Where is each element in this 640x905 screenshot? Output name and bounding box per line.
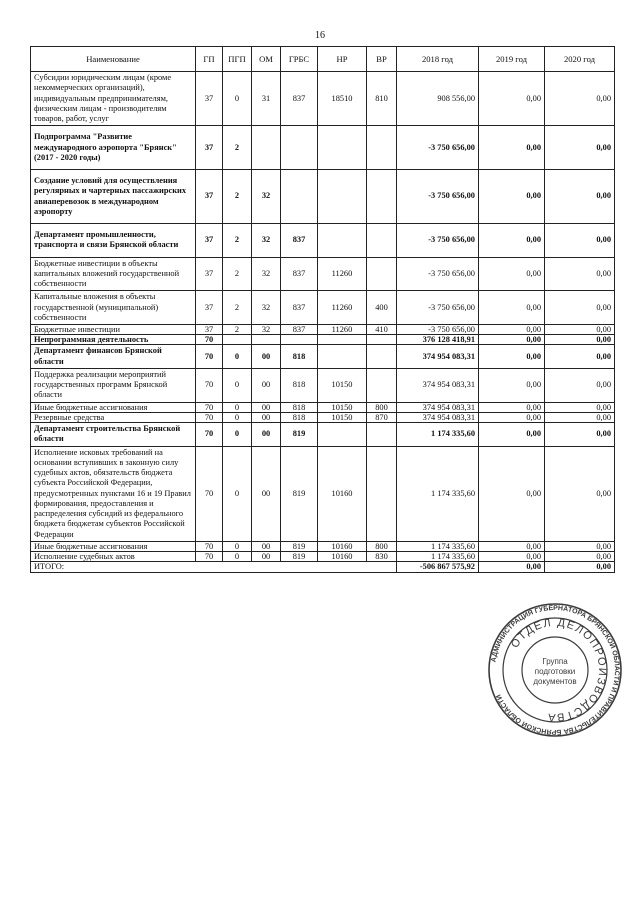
row-grbs-cell: 819 xyxy=(281,446,318,541)
header-gp: ГП xyxy=(196,47,223,72)
row-nr-cell: 10150 xyxy=(318,412,367,422)
row-gp-cell: 37 xyxy=(196,224,223,258)
table-row xyxy=(31,126,615,170)
row-y2019-cell: 0,00 xyxy=(479,291,545,325)
department-stamp xyxy=(487,600,623,740)
row-nr-cell xyxy=(318,345,367,369)
row-y2018-cell: 374 954 083,31 xyxy=(397,368,479,402)
row-nr-cell: 10150 xyxy=(318,368,367,402)
total-row xyxy=(31,562,615,572)
row-om-cell: 32 xyxy=(252,224,281,258)
row-pgp-cell: 0 xyxy=(223,368,252,402)
stamp-center-line3: документов xyxy=(533,677,577,686)
row-name-cell: Департамент промышленности, транспорта и связи Брянской области xyxy=(31,224,196,258)
row-y2018-cell: -3 750 656,00 xyxy=(397,224,479,258)
row-vr-cell xyxy=(367,345,397,369)
row-pgp-cell: 0 xyxy=(223,412,252,422)
row-om-cell: 00 xyxy=(252,423,281,447)
row-name-cell: Иные бюджетные ассигнования xyxy=(31,402,196,412)
row-om-cell: 32 xyxy=(252,170,281,224)
row-gp-cell: 37 xyxy=(196,126,223,170)
row-y2018-cell: -3 750 656,00 xyxy=(397,325,479,335)
row-name-cell: Департамент строительства Брянской области xyxy=(31,423,196,447)
row-grbs-cell: 818 xyxy=(281,402,318,412)
row-vr-cell xyxy=(367,423,397,447)
row-nr-cell xyxy=(318,126,367,170)
row-y2018-cell: 1 174 335,60 xyxy=(397,446,479,541)
row-gp-cell: 37 xyxy=(196,325,223,335)
row-name-cell: Создание условий для осуществления регулярных и чартерных пассажирских авиаперевозок в международном аэропорту xyxy=(31,170,196,224)
table-row xyxy=(31,345,615,369)
row-y2020-cell: 0,00 xyxy=(545,552,615,562)
header-2020: 2020 год xyxy=(545,47,615,72)
table-row xyxy=(31,325,615,335)
row-vr-cell: 410 xyxy=(367,325,397,335)
row-grbs-cell xyxy=(281,335,318,345)
row-y2020-cell: 0,00 xyxy=(545,257,615,291)
row-om-cell: 00 xyxy=(252,368,281,402)
total-2018: -506 867 575,92 xyxy=(397,562,479,572)
row-pgp-cell: 2 xyxy=(223,126,252,170)
row-pgp-cell xyxy=(223,335,252,345)
table-row xyxy=(31,423,615,447)
row-nr-cell xyxy=(318,335,367,345)
row-y2020-cell: 0,00 xyxy=(545,291,615,325)
row-pgp-cell: 0 xyxy=(223,402,252,412)
row-gp-cell: 37 xyxy=(196,291,223,325)
row-gp-cell: 70 xyxy=(196,335,223,345)
row-grbs-cell: 837 xyxy=(281,257,318,291)
row-y2020-cell: 0,00 xyxy=(545,224,615,258)
header-om: ОМ xyxy=(252,47,281,72)
stamp-ring-text: ОТДЕЛ ДЕЛОПРОИЗВОДСТВА xyxy=(508,616,609,724)
table-row xyxy=(31,402,615,412)
header-2019: 2019 год xyxy=(479,47,545,72)
row-om-cell xyxy=(252,335,281,345)
row-grbs-cell: 818 xyxy=(281,345,318,369)
stamp-center-line2: подготовки xyxy=(534,667,576,676)
row-name-cell: Исполнение судебных актов xyxy=(31,552,196,562)
table-row xyxy=(31,368,615,402)
row-y2019-cell: 0,00 xyxy=(479,224,545,258)
row-om-cell: 00 xyxy=(252,412,281,422)
stamp-outer-text: АДМИНИСТРАЦИЯ ГУБЕРНАТОРА БРЯНСКОЙ ОБЛАСТИ И ПРАВИТЕЛЬСТВА БРЯНСКОЙ ОБЛАСТИ xyxy=(490,604,621,736)
row-gp-cell: 70 xyxy=(196,345,223,369)
row-y2019-cell: 0,00 xyxy=(479,446,545,541)
header-name: Наименование xyxy=(31,47,196,72)
row-name-cell: Поддержка реализации мероприятий государственных программ Брянской области xyxy=(31,368,196,402)
table-row xyxy=(31,257,615,291)
row-gp-cell: 37 xyxy=(196,72,223,126)
row-y2018-cell: 1 174 335,60 xyxy=(397,423,479,447)
row-grbs-cell: 819 xyxy=(281,541,318,551)
row-y2018-cell: -3 750 656,00 xyxy=(397,257,479,291)
row-y2020-cell: 0,00 xyxy=(545,325,615,335)
row-name-cell: Непрограммная деятельность xyxy=(31,335,196,345)
header-vr: ВР xyxy=(367,47,397,72)
row-y2019-cell: 0,00 xyxy=(479,335,545,345)
table-row xyxy=(31,335,615,345)
row-name-cell: Бюджетные инвестиции в объекты капитальных вложений государственной собственности xyxy=(31,257,196,291)
row-pgp-cell: 2 xyxy=(223,224,252,258)
row-vr-cell xyxy=(367,126,397,170)
row-pgp-cell: 0 xyxy=(223,552,252,562)
row-gp-cell: 37 xyxy=(196,257,223,291)
row-pgp-cell: 0 xyxy=(223,446,252,541)
total-2020: 0,00 xyxy=(545,562,615,572)
row-gp-cell: 70 xyxy=(196,541,223,551)
row-y2020-cell: 0,00 xyxy=(545,335,615,345)
row-name-cell: Подпрограмма "Развитие международного аэропорта "Брянск" (2017 - 2020 годы) xyxy=(31,126,196,170)
row-y2020-cell: 0,00 xyxy=(545,72,615,126)
row-om-cell xyxy=(252,126,281,170)
row-grbs-cell: 837 xyxy=(281,325,318,335)
table-row xyxy=(31,552,615,562)
row-y2019-cell: 0,00 xyxy=(479,170,545,224)
row-name-cell: Иные бюджетные ассигнования xyxy=(31,541,196,551)
table-header-row xyxy=(31,47,615,72)
row-pgp-cell: 2 xyxy=(223,257,252,291)
row-nr-cell: 11260 xyxy=(318,325,367,335)
row-vr-cell xyxy=(367,257,397,291)
row-vr-cell xyxy=(367,224,397,258)
total-label: ИТОГО: xyxy=(31,562,397,572)
row-y2018-cell: -3 750 656,00 xyxy=(397,291,479,325)
row-name-cell: Департамент финансов Брянской области xyxy=(31,345,196,369)
row-nr-cell: 10160 xyxy=(318,552,367,562)
row-grbs-cell: 837 xyxy=(281,224,318,258)
row-vr-cell: 800 xyxy=(367,402,397,412)
row-y2018-cell: -3 750 656,00 xyxy=(397,126,479,170)
header-nr: НР xyxy=(318,47,367,72)
table-row xyxy=(31,170,615,224)
row-y2020-cell: 0,00 xyxy=(545,126,615,170)
row-vr-cell: 810 xyxy=(367,72,397,126)
row-pgp-cell: 0 xyxy=(223,541,252,551)
row-vr-cell: 830 xyxy=(367,552,397,562)
row-y2018-cell: 374 954 083,31 xyxy=(397,412,479,422)
table-row xyxy=(31,224,615,258)
row-vr-cell: 400 xyxy=(367,291,397,325)
row-nr-cell xyxy=(318,170,367,224)
row-y2019-cell: 0,00 xyxy=(479,412,545,422)
row-name-cell: Субсидии юридическим лицам (кроме некоммерческих организаций), индивидуальным предпринимателям, физическим лицам - производителям товаров, работ, услуг xyxy=(31,72,196,126)
row-y2019-cell: 0,00 xyxy=(479,541,545,551)
row-gp-cell: 70 xyxy=(196,368,223,402)
table-row xyxy=(31,291,615,325)
row-y2018-cell: 374 954 083,31 xyxy=(397,345,479,369)
row-y2019-cell: 0,00 xyxy=(479,72,545,126)
row-nr-cell: 10160 xyxy=(318,446,367,541)
header-grbs: ГРБС xyxy=(281,47,318,72)
row-nr-cell xyxy=(318,423,367,447)
header-2018: 2018 год xyxy=(397,47,479,72)
row-y2018-cell: 908 556,00 xyxy=(397,72,479,126)
row-grbs-cell: 818 xyxy=(281,412,318,422)
row-y2020-cell: 0,00 xyxy=(545,541,615,551)
row-pgp-cell: 0 xyxy=(223,72,252,126)
row-gp-cell: 70 xyxy=(196,423,223,447)
table-row xyxy=(31,72,615,126)
row-vr-cell xyxy=(367,446,397,541)
row-y2019-cell: 0,00 xyxy=(479,345,545,369)
row-y2019-cell: 0,00 xyxy=(479,552,545,562)
header-pgp: ПГП xyxy=(223,47,252,72)
stamp-center-line1: Группа xyxy=(542,657,568,666)
row-pgp-cell: 2 xyxy=(223,170,252,224)
total-2019: 0,00 xyxy=(479,562,545,572)
table-row xyxy=(31,541,615,551)
row-grbs-cell: 818 xyxy=(281,368,318,402)
row-vr-cell xyxy=(367,170,397,224)
row-nr-cell: 11260 xyxy=(318,291,367,325)
row-nr-cell: 11260 xyxy=(318,257,367,291)
row-nr-cell: 10160 xyxy=(318,541,367,551)
row-om-cell: 00 xyxy=(252,552,281,562)
row-y2019-cell: 0,00 xyxy=(479,368,545,402)
row-y2019-cell: 0,00 xyxy=(479,423,545,447)
row-y2020-cell: 0,00 xyxy=(545,345,615,369)
row-y2020-cell: 0,00 xyxy=(545,446,615,541)
row-y2020-cell: 0,00 xyxy=(545,412,615,422)
table-row xyxy=(31,446,615,541)
row-pgp-cell: 2 xyxy=(223,291,252,325)
row-om-cell: 32 xyxy=(252,291,281,325)
row-grbs-cell: 837 xyxy=(281,291,318,325)
row-om-cell: 32 xyxy=(252,257,281,291)
row-om-cell: 00 xyxy=(252,345,281,369)
row-name-cell: Бюджетные инвестиции xyxy=(31,325,196,335)
row-grbs-cell: 819 xyxy=(281,552,318,562)
row-om-cell: 00 xyxy=(252,446,281,541)
table-row xyxy=(31,412,615,422)
row-grbs-cell: 819 xyxy=(281,423,318,447)
row-name-cell: Исполнение исковых требований на основании вступивших в законную силу судебных актов, обязательств бюджета субъекта Российской Федерации, предусмотренных пунктами 16 и 19 Правил формирования, предоставления и распределения субсидий из федерального бюджета бюджетам субъектов Российской Федерации xyxy=(31,446,196,541)
row-grbs-cell: 837 xyxy=(281,72,318,126)
row-y2020-cell: 0,00 xyxy=(545,368,615,402)
row-grbs-cell xyxy=(281,126,318,170)
row-nr-cell: 10150 xyxy=(318,402,367,412)
row-gp-cell: 70 xyxy=(196,402,223,412)
row-om-cell: 00 xyxy=(252,402,281,412)
row-y2019-cell: 0,00 xyxy=(479,325,545,335)
row-y2020-cell: 0,00 xyxy=(545,423,615,447)
row-y2019-cell: 0,00 xyxy=(479,402,545,412)
row-vr-cell xyxy=(367,335,397,345)
row-y2018-cell: 1 174 335,60 xyxy=(397,541,479,551)
row-om-cell: 32 xyxy=(252,325,281,335)
row-y2018-cell: 376 128 418,91 xyxy=(397,335,479,345)
row-y2018-cell: 374 954 083,31 xyxy=(397,402,479,412)
row-om-cell: 31 xyxy=(252,72,281,126)
row-nr-cell xyxy=(318,224,367,258)
row-nr-cell: 18510 xyxy=(318,72,367,126)
budget-table xyxy=(30,46,615,573)
row-y2019-cell: 0,00 xyxy=(479,126,545,170)
row-vr-cell: 870 xyxy=(367,412,397,422)
page-number: 16 xyxy=(315,30,325,41)
row-pgp-cell: 0 xyxy=(223,345,252,369)
row-vr-cell xyxy=(367,368,397,402)
row-om-cell: 00 xyxy=(252,541,281,551)
row-y2019-cell: 0,00 xyxy=(479,257,545,291)
row-y2018-cell: -3 750 656,00 xyxy=(397,170,479,224)
row-grbs-cell xyxy=(281,170,318,224)
row-name-cell: Резервные средства xyxy=(31,412,196,422)
row-gp-cell: 70 xyxy=(196,446,223,541)
row-gp-cell: 70 xyxy=(196,412,223,422)
row-pgp-cell: 2 xyxy=(223,325,252,335)
row-gp-cell: 70 xyxy=(196,552,223,562)
row-vr-cell: 800 xyxy=(367,541,397,551)
row-y2020-cell: 0,00 xyxy=(545,170,615,224)
row-pgp-cell: 0 xyxy=(223,423,252,447)
row-y2020-cell: 0,00 xyxy=(545,402,615,412)
row-name-cell: Капитальные вложения в объекты государственной (муниципальной) собственности xyxy=(31,291,196,325)
row-gp-cell: 37 xyxy=(196,170,223,224)
row-y2018-cell: 1 174 335,60 xyxy=(397,552,479,562)
